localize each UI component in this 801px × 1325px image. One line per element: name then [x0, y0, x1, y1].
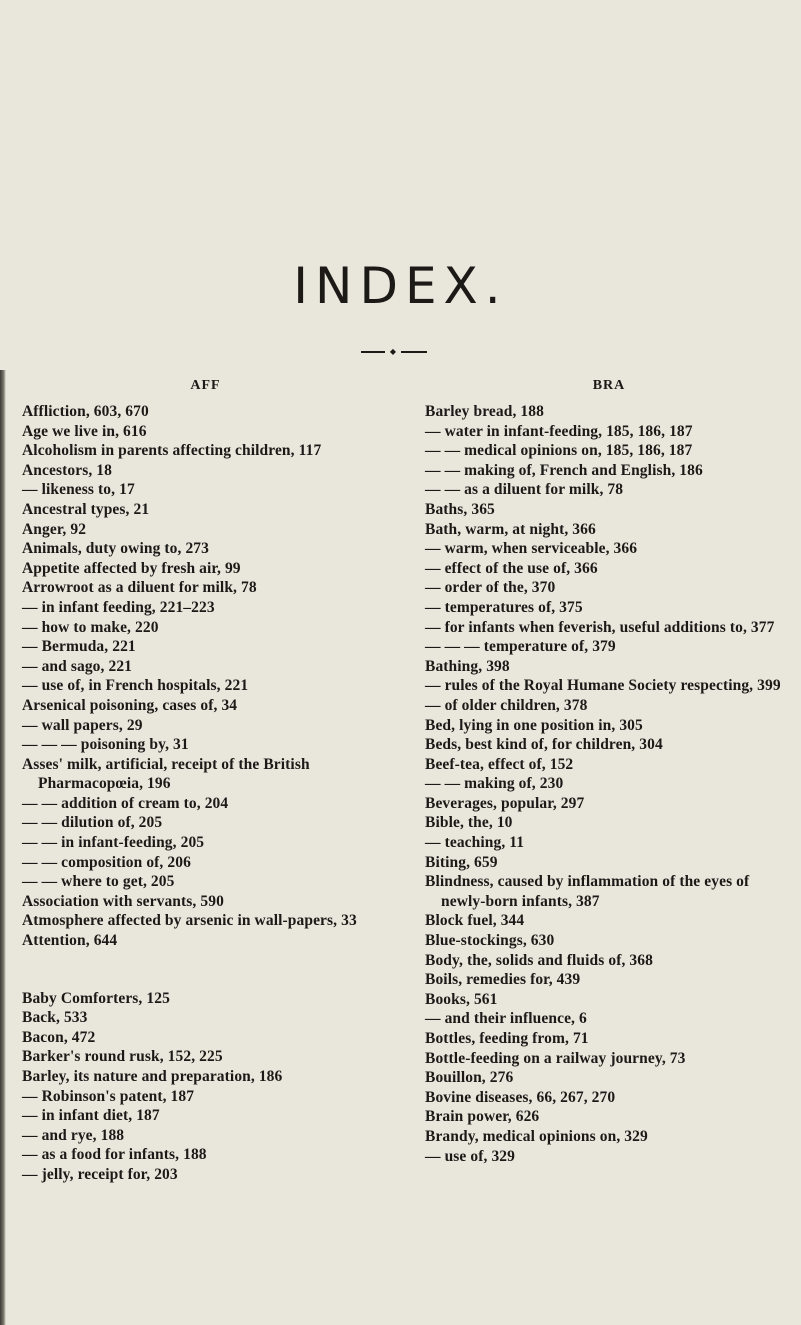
index-entry: — use of, in French hospitals, 221	[22, 677, 249, 695]
index-entry: Boils, remedies for, 439	[425, 971, 581, 989]
index-entry: Appetite affected by fresh air, 99	[22, 559, 241, 577]
section-gap	[22, 951, 389, 989]
index-entry: Affliction, 603, 670	[22, 403, 149, 420]
index-entry: — — dilution of, 205	[22, 814, 163, 832]
index-entry: — likeness to, 17	[22, 481, 135, 499]
index-entry: Bottle-feeding on a railway journey, 73	[425, 1049, 686, 1067]
index-entry: Animals, duty owing to, 273	[22, 540, 210, 558]
index-entry: Bath, warm, at night, 366	[425, 520, 596, 538]
index-entry: Age we live in, 616	[22, 422, 147, 440]
index-entry: Bathing, 398	[425, 657, 510, 675]
index-entry: Barker's round rusk, 152, 225	[22, 1048, 223, 1066]
index-entry: — — in infant-feeding, 205	[22, 834, 205, 852]
index-entry: Beef-tea, effect of, 152	[425, 755, 574, 773]
index-entry: — — — poisoning by, 31	[22, 736, 189, 754]
index-entry: Arrowroot as a diluent for milk, 78	[22, 579, 257, 597]
index-entry: Block fuel, 344	[425, 912, 525, 930]
index-entries-left-b	[22, 989, 389, 1185]
column-header-right: BRA	[592, 378, 626, 393]
index-entry: Baths, 365	[425, 500, 495, 518]
index-entry: Alcoholism in parents affecting children, 117	[22, 442, 322, 460]
index-entry: — of older children, 378	[425, 696, 588, 714]
index-entry: Bed, lying in one position in, 305	[425, 716, 643, 734]
index-entry: Asses' milk, artificial, receipt of the British Pharmacopœia, 196	[22, 755, 310, 793]
index-entry: Association with servants, 590	[22, 892, 224, 910]
index-entry: — — where to get, 205	[22, 873, 175, 891]
index-entry: Arsenical poisoning, cases of, 34	[22, 696, 238, 714]
index-entry: — — — temperature of, 379	[425, 638, 616, 656]
index-entry: Anger, 92	[22, 520, 87, 538]
index-entry: — water in infant-feeding, 185, 186, 187	[425, 422, 693, 440]
index-entry: — use of, 329	[425, 1147, 515, 1165]
index-entry: Ancestral types, 21	[22, 500, 150, 518]
index-entry: Baby Comforters, 125	[22, 989, 170, 1007]
index-entry: — — medical opinions on, 185, 186, 187	[425, 442, 693, 460]
index-entry: — in infant diet, 187	[22, 1107, 160, 1125]
index-entry: — and rye, 188	[22, 1126, 125, 1144]
index-entry: — in infant feeding, 221–223	[22, 598, 215, 616]
index-entry: — Robinson's patent, 187	[22, 1087, 195, 1105]
index-entry: Blue-stockings, 630	[425, 932, 555, 950]
index-entry: — for infants when feverish, useful additions to, 377	[425, 618, 775, 636]
ornament-diamond-icon: ◆	[389, 347, 397, 356]
index-entry: — effect of the use of, 366	[425, 559, 598, 577]
index-entry: — order of the, 370	[425, 579, 556, 597]
index-entries-left	[22, 402, 389, 951]
index-entry: Body, the, solids and fluids of, 368	[425, 951, 653, 969]
index-entry: Books, 561	[425, 990, 498, 1008]
page-title: INDEX.	[293, 257, 508, 315]
index-entry: — jelly, receipt for, 203	[22, 1165, 178, 1183]
title-ornament	[361, 348, 427, 356]
index-entry: — and their influence, 6	[425, 1010, 587, 1028]
index-column-right	[425, 375, 793, 1166]
index-entry: Attention, 644	[22, 932, 118, 950]
index-entry: — teaching, 11	[425, 834, 525, 852]
page-binding-edge	[0, 370, 6, 1325]
index-entry: — rules of the Royal Humane Society respecting, 399	[425, 677, 781, 695]
index-entry: Biting, 659	[425, 853, 498, 871]
index-entry: — — making of, 230	[425, 775, 564, 793]
index-entry: Bouillon, 276	[425, 1069, 514, 1087]
index-entries-right	[425, 402, 793, 1166]
index-entry: — wall papers, 29	[22, 716, 143, 734]
index-entry: Beds, best kind of, for children, 304	[425, 736, 663, 754]
index-entry: — — making of, French and English, 186	[425, 461, 703, 479]
index-entry: Barley, its nature and preparation, 186	[22, 1068, 283, 1085]
ornament-rule-left	[361, 351, 385, 353]
index-entry: — — addition of cream to, 204	[22, 794, 229, 812]
index-entry: — warm, when serviceable, 366	[425, 540, 638, 558]
index-entry: Brain power, 626	[425, 1108, 540, 1126]
index-entry: — temperatures of, 375	[425, 598, 583, 616]
index-entry: Brandy, medical opinions on, 329	[425, 1127, 648, 1145]
column-header-left: AFF	[190, 378, 221, 393]
index-entry: — — as a diluent for milk, 78	[425, 481, 624, 499]
index-entry: — — composition of, 206	[22, 853, 191, 871]
index-entry: Atmosphere affected by arsenic in wall-papers, 33	[22, 912, 357, 930]
index-entry: Bottles, feeding from, 71	[425, 1030, 589, 1047]
index-entry: Ancestors, 18	[22, 461, 112, 479]
index-entry: — Bermuda, 221	[22, 638, 136, 656]
index-entry: Bovine diseases, 66, 267, 270	[425, 1088, 616, 1106]
index-entry: Barley bread, 188	[425, 403, 544, 420]
index-entry: Beverages, popular, 297	[425, 794, 585, 812]
index-entry: Bacon, 472	[22, 1028, 96, 1046]
index-column-left	[22, 375, 389, 1185]
ornament-rule-right	[401, 351, 427, 353]
index-entry: Bible, the, 10	[425, 814, 513, 832]
index-entry: — how to make, 220	[22, 618, 159, 636]
index-entry: — as a food for infants, 188	[22, 1146, 207, 1164]
index-entry: — and sago, 221	[22, 657, 133, 675]
index-entry: Back, 533	[22, 1009, 88, 1027]
index-entry: Blindness, caused by inflammation of the eyes of newly-born infants, 387	[425, 873, 750, 910]
